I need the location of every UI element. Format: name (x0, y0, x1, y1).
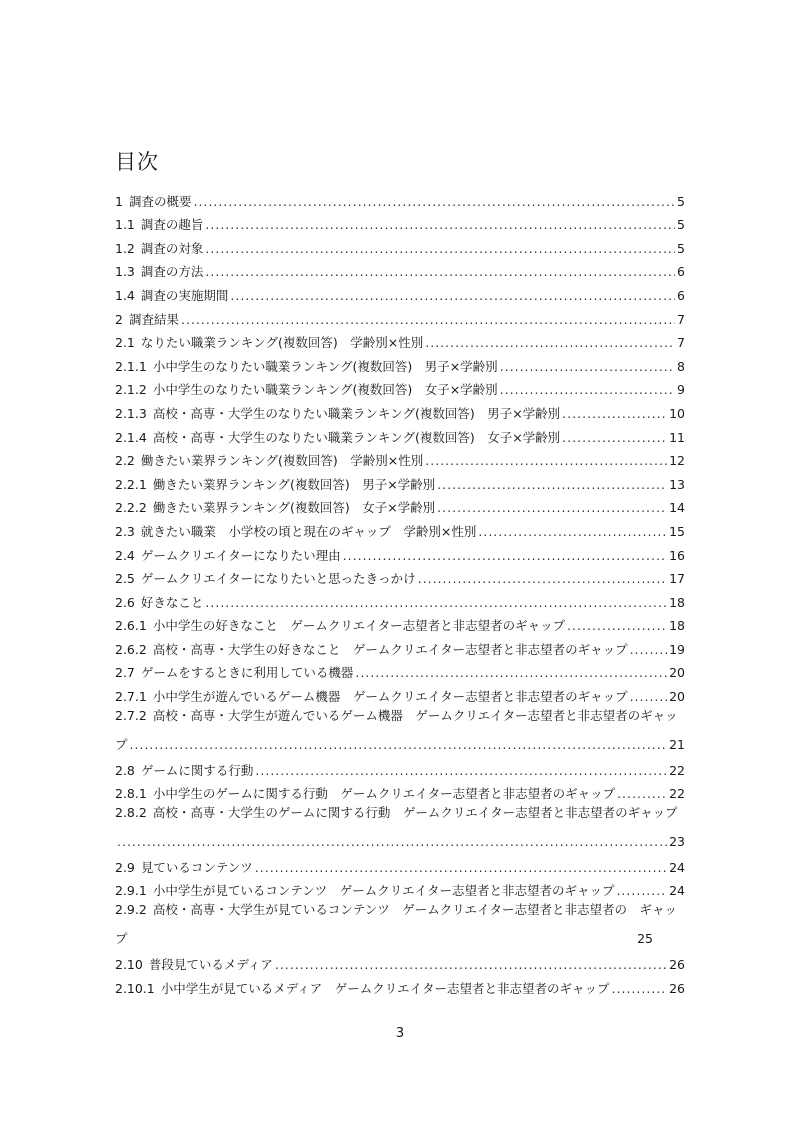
toc-entry-label (115, 549, 341, 563)
toc-entry-number: 2.8.1 (115, 786, 147, 802)
toc-entry-number: 2.9.1 (115, 883, 147, 899)
toc-entry-title: 高校・高専・大学生が遊んでいるゲーム機器 ゲームクリエイター志望者と非志望者のギャッ (152, 708, 678, 724)
toc-entry-title: 見ているコンテンツ (140, 859, 253, 875)
toc-entry-label (115, 596, 203, 610)
toc-entry-title: ゲームに関する行動 (140, 762, 254, 778)
toc-entry[interactable] (115, 898, 685, 948)
toc-entry[interactable] (115, 303, 685, 327)
toc-entry-label (115, 336, 423, 350)
toc-entry-title: 調査の概要 (128, 193, 192, 209)
toc-entry-leader-dots (616, 884, 667, 898)
toc-entry-page: 18 (669, 594, 685, 610)
toc-entry-page: 5 (677, 240, 685, 256)
toc-entry[interactable] (115, 374, 685, 398)
toc-title: 目次 (115, 150, 159, 174)
toc-entry-title: 高校・高専・大学生のなりたい職業ランキング(複数回答) 女子×学齢別 (152, 429, 561, 445)
toc-entry-label (115, 643, 628, 657)
toc-entry-label (115, 787, 615, 801)
toc-entry[interactable] (115, 492, 685, 516)
toc-entry-label (115, 801, 685, 825)
toc-entry-title: 小中学生が見ているコンテンツ ゲームクリエイター志望者と非志望者のギャップ (152, 883, 615, 899)
toc-entry[interactable] (115, 851, 685, 875)
toc-entry-label (115, 572, 416, 586)
toc-entry-leader-dots (630, 643, 668, 657)
toc-entry-number: 2.8 (115, 762, 135, 778)
toc-entry[interactable] (115, 468, 685, 492)
toc-entry-leader-dots (255, 861, 667, 875)
toc-entry-number: 2.6.1 (115, 618, 147, 634)
toc-entry-page: 24 (669, 883, 685, 899)
toc-entry-title: 小中学生のなりたい職業ランキング(複数回答) 男子×学齢別 (152, 358, 498, 374)
toc-entry-leader-dots (343, 549, 667, 563)
toc-entry-leader-dots (500, 383, 675, 397)
toc-entry-label (115, 242, 203, 256)
toc-entry[interactable] (115, 563, 685, 587)
toc-entry-page: 17 (669, 571, 685, 587)
toc-entry[interactable] (115, 421, 685, 445)
toc-entry-number: 2.7 (115, 665, 135, 681)
toc-entry-label (115, 898, 685, 922)
toc-entry-page: 26 (669, 957, 685, 973)
toc-entry[interactable] (115, 801, 685, 851)
toc-entry-page: 7 (677, 311, 685, 327)
toc-entry[interactable] (115, 680, 685, 704)
toc-entry-label (115, 478, 435, 492)
toc-entry-number: 2 (115, 311, 123, 327)
toc-entry-label (115, 195, 191, 209)
toc-entry-page: 6 (677, 264, 685, 280)
toc-entry-page: 22 (669, 762, 685, 778)
toc-entry[interactable] (115, 209, 685, 233)
toc-entry-leader-dots (425, 336, 675, 350)
toc-entry[interactable] (115, 539, 685, 563)
toc-entry-page: 5 (677, 193, 685, 209)
toc-entry[interactable] (115, 279, 685, 303)
toc-entry-number: 2.5 (115, 571, 135, 587)
toc-entry-title: 小中学生が遊んでいるゲーム機器 ゲームクリエイター志望者と非志望者のギャップ (152, 689, 628, 705)
toc-entry-leader-dots (205, 218, 675, 232)
toc-entry-label (115, 265, 203, 279)
toc-entry-page: 15 (669, 523, 685, 539)
toc-entry-number: 2.1 (115, 335, 135, 351)
toc-entry-label (115, 218, 203, 232)
toc-entry-number: 1.2 (115, 240, 135, 256)
toc-entry-leader-dots (275, 958, 667, 972)
toc-entry-title: 普段見ているメディア (148, 957, 273, 973)
toc-entry-leader-dots (425, 454, 667, 468)
toc-entry-label (115, 690, 628, 704)
toc-entry-title: 小中学生が見ているメディア ゲームクリエイター志望者と非志望者のギャップ (160, 980, 610, 996)
toc-entry-page: 5 (677, 217, 685, 233)
toc-entry-title: ゲームクリエイターになりたい理由 (140, 547, 341, 563)
toc-entry-leader-dots (562, 407, 667, 421)
toc-entry-title: ゲームをするときに利用している機器 (140, 665, 354, 681)
toc-entry[interactable] (115, 586, 685, 610)
toc-entry-page: 22 (669, 786, 685, 802)
toc-entry-leader-dots (355, 666, 667, 680)
toc-entry-number: 1.3 (115, 264, 135, 280)
toc-entry[interactable] (115, 778, 685, 802)
toc-entry-leader-dots (205, 596, 667, 610)
toc-entry-label (115, 383, 498, 397)
toc-entry-leader-dots (478, 525, 667, 539)
toc-entry-label (115, 764, 253, 778)
toc-entry-number: 2.7.1 (115, 689, 147, 705)
toc-entry[interactable] (115, 445, 685, 469)
toc-entry[interactable] (115, 350, 685, 374)
toc-entry[interactable] (115, 610, 685, 634)
toc-entry-page: 7 (677, 335, 685, 351)
toc-entry[interactable] (115, 232, 685, 256)
toc-entry-page: 19 (669, 641, 685, 657)
toc-entry-leader-dots (617, 787, 667, 801)
toc-entry-page: 24 (669, 859, 685, 875)
toc-entry-title: 調査結果 (128, 311, 179, 327)
toc-entry-number: 2.9.2 (115, 902, 147, 918)
toc-entry-page: 9 (677, 382, 685, 398)
toc-entry-title: 好きなこと (140, 594, 204, 610)
toc-entry-number: 2.3 (115, 523, 135, 539)
toc-entry-number: 2.2.2 (115, 500, 147, 516)
toc-entry-page: 21 (669, 737, 685, 753)
toc-entry-number: 2.2.1 (115, 476, 147, 492)
toc-entry-label (115, 313, 179, 327)
toc-entry-page: 6 (677, 287, 685, 303)
toc-entry-title: 調査の対象 (140, 240, 204, 256)
toc-entry-leader-dots (193, 195, 675, 209)
toc-entry-leader-dots (562, 431, 667, 445)
toc-entry-label (115, 619, 565, 633)
toc-entry-leader-dots (205, 242, 675, 256)
toc-entry-label (115, 704, 685, 728)
toc-entry[interactable] (115, 754, 685, 778)
toc-entry[interactable] (115, 515, 685, 539)
toc-entry-page: 13 (669, 476, 685, 492)
toc-entry-continuation (115, 728, 685, 752)
toc-entry-leader-dots (612, 982, 668, 996)
toc-entry-leader-dots (567, 619, 667, 633)
toc-entry[interactable] (115, 704, 685, 754)
toc-entry-title: 高校・高専・大学生の好きなこと ゲームクリエイター志望者と非志望者のギャップ (152, 641, 628, 657)
toc-entry-leader-dots (205, 265, 675, 279)
toc-entry-leader-dots (418, 572, 667, 586)
toc-entry-title: 小中学生のゲームに関する行動 ゲームクリエイター志望者と非志望者のギャップ (152, 786, 616, 802)
toc-entry-number: 2.6 (115, 594, 135, 610)
toc-entry[interactable] (115, 657, 685, 681)
toc-entry-page: 14 (669, 500, 685, 516)
toc-entry-page: 10 (669, 405, 685, 421)
toc-entry-page: 25 (637, 931, 653, 947)
toc-entry-number: 2.1.3 (115, 405, 147, 421)
toc-entry-number: 2.7.2 (115, 708, 147, 724)
toc-entry-title: 調査の方法 (140, 264, 204, 280)
toc-entry-label (115, 666, 353, 680)
toc-entry[interactable] (115, 185, 685, 209)
toc-entry-continuation (115, 825, 685, 849)
toc-entry-label (115, 501, 435, 515)
toc-entry-number: 2.8.2 (115, 805, 147, 821)
toc-entry-leader-dots (437, 501, 667, 515)
toc-entry-leader-dots (181, 313, 675, 327)
toc-entry-number: 2.1.4 (115, 429, 147, 445)
toc-entry-title: 働きたい業界ランキング(複数回答) 男子×学齢別 (152, 476, 436, 492)
toc-entry-title: 就きたい職業 小学校の頃と現在のギャップ 学齢別×性別 (140, 523, 477, 539)
toc-entry-leader-dots (437, 478, 667, 492)
toc-entry-leader-dots (630, 690, 668, 704)
toc-entry-number: 2.10.1 (115, 980, 155, 996)
toc-entry-page: 23 (669, 834, 685, 850)
toc-entry-label (115, 431, 560, 445)
toc-entry-page: 11 (669, 429, 685, 445)
toc-entry-page: 8 (677, 358, 685, 374)
toc-entry-title: 高校・高専・大学生のなりたい職業ランキング(複数回答) 男子×学齢別 (152, 405, 561, 421)
toc-entry-number: 1.1 (115, 217, 135, 233)
toc-entry-leader-dots (230, 289, 675, 303)
toc-entry-leader-dots (500, 360, 675, 374)
toc-entry-label (115, 289, 228, 303)
toc-entry-number: 2.4 (115, 547, 135, 563)
toc-entry-label (115, 982, 610, 996)
toc-entry-title: 小中学生の好きなこと ゲームクリエイター志望者と非志望者のギャップ (152, 618, 566, 634)
toc-entry-label (115, 861, 253, 875)
toc-entry-label (115, 407, 560, 421)
toc-entry-label (115, 454, 423, 468)
toc-entry-page: 18 (669, 618, 685, 634)
toc-entry-label (115, 884, 614, 898)
toc-entry-label (115, 360, 498, 374)
toc-entry[interactable] (115, 875, 685, 899)
toc-entry-title: ゲームクリエイターになりたいと思ったきっかけ (140, 571, 416, 587)
toc-entry-number: 1.4 (115, 287, 135, 303)
toc-entry-leader-dots (255, 764, 667, 778)
toc-entry-number: 2.2 (115, 453, 135, 469)
toc-entry-title: 高校・高専・大学生のゲームに関する行動 ゲームクリエイター志望者と非志望者のギャップ (152, 805, 678, 821)
toc-entry-page: 20 (669, 665, 685, 681)
toc-entry-page: 16 (669, 547, 685, 563)
toc-entry-page: 20 (669, 689, 685, 705)
toc-entry[interactable] (115, 256, 685, 280)
toc-entry[interactable] (115, 633, 685, 657)
toc-entry-title: 小中学生のなりたい職業ランキング(複数回答) 女子×学齢別 (152, 382, 498, 398)
toc-entry-title: 働きたい業界ランキング(複数回答) 女子×学齢別 (152, 500, 436, 516)
toc-entry-number: 2.10 (115, 957, 143, 973)
toc-entry[interactable] (115, 972, 685, 996)
table-of-contents (115, 185, 685, 996)
toc-entry-title-continued: プ (115, 737, 128, 753)
toc-entry-title: 調査の実施期間 (140, 287, 229, 303)
toc-entry-page: 26 (669, 980, 685, 996)
toc-entry-leader-dots (130, 738, 668, 752)
toc-entry-label (115, 525, 476, 539)
toc-entry-number: 1 (115, 193, 123, 209)
toc-entry-number: 2.1.2 (115, 382, 147, 398)
toc-entry-title-continued: プ (115, 931, 128, 947)
toc-entry-number: 2.6.2 (115, 641, 147, 657)
toc-entry-continuation (115, 922, 685, 946)
toc-entry[interactable] (115, 397, 685, 421)
toc-entry[interactable] (115, 327, 685, 351)
toc-entry-title: 調査の趣旨 (140, 217, 204, 233)
toc-entry-leader-dots (117, 835, 667, 849)
page-number: 3 (395, 1026, 405, 1041)
toc-entry-number: 2.9 (115, 859, 135, 875)
toc-entry[interactable] (115, 948, 685, 972)
toc-entry-title: なりたい職業ランキング(複数回答) 学齢別×性別 (140, 335, 424, 351)
toc-entry-title: 働きたい業界ランキング(複数回答) 学齢別×性別 (140, 453, 424, 469)
toc-entry-label (115, 958, 273, 972)
toc-entry-number: 2.1.1 (115, 358, 147, 374)
toc-entry-page: 12 (669, 453, 685, 469)
toc-entry-title: 高校・高専・大学生が見ているコンテンツ ゲームクリエイター志望者と非志望者の ギャッ (152, 902, 677, 918)
